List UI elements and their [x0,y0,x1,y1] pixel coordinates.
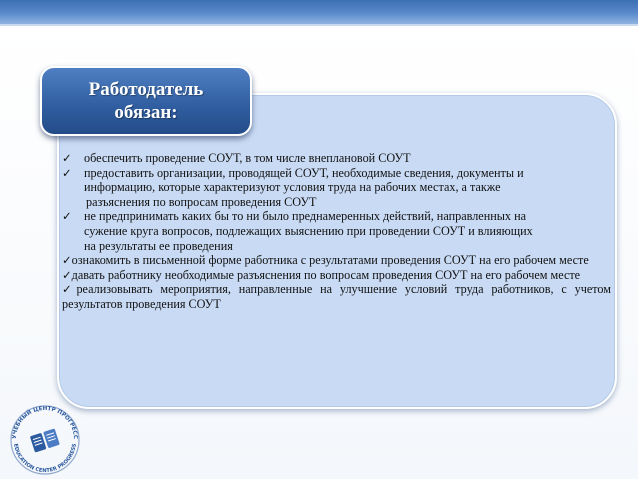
item-line: предоставить организации, проводящей СОУТ, необходимые сведения, документы и [84,165,524,180]
checkmark-icon: ✓ [62,165,72,180]
item-line: обеспечить проведение СОУТ, в том числе внеплановой СОУТ [84,151,411,165]
checkmark-icon: ✓ [62,151,72,165]
obligations-list [62,151,611,312]
list-item [62,209,611,253]
item-line: на результаты ее проведения [84,238,233,253]
book-logo-icon [4,395,86,477]
checkmark-icon: ✓ [62,267,72,282]
list-item [62,268,611,283]
list-item [62,166,611,210]
item-line: сужение круга вопросов, подлежащих выяснению при проведении СОУТ и влияющих [84,223,533,238]
item-line: разъяснения по вопросам проведения СОУТ [86,194,317,209]
list-item [62,151,611,166]
checkmark-icon: ✓ [62,282,77,297]
list-item [62,282,611,311]
checkmark-icon: ✓ [62,209,72,224]
list-item [62,253,611,268]
item-text: реализовывать мероприятия, направленные на улучшение условий труда работников, с учетом результатов проведения СОУТ [62,282,611,311]
title-line-1: Работодатель [88,79,204,100]
logo-ring-text-top: УЧЕБНЫЙ ЦЕНТР ПРОГРЕСС [11,405,79,440]
item-text: давать работнику необходимые разъяснения по вопросам проведения СОУТ на его рабочем месте [71,267,581,282]
item-text: ознакомить в письменной форме работника с результатами проведения СОУТ на его рабочем месте [71,253,589,268]
checkmark-icon: ✓ [62,253,72,268]
top-header-band [0,0,638,24]
item-line: не предпринимать каких бы то ни было преднамеренных действий, направленных на [84,209,526,224]
title-box [40,66,252,136]
item-line: информацию, которые характеризуют условия труда на рабочих местах, а также [84,180,501,195]
logo-ring-text-bottom: EDUCATION CENTER PROGRESS [12,443,78,475]
title-line-2: обязан: [114,102,178,123]
